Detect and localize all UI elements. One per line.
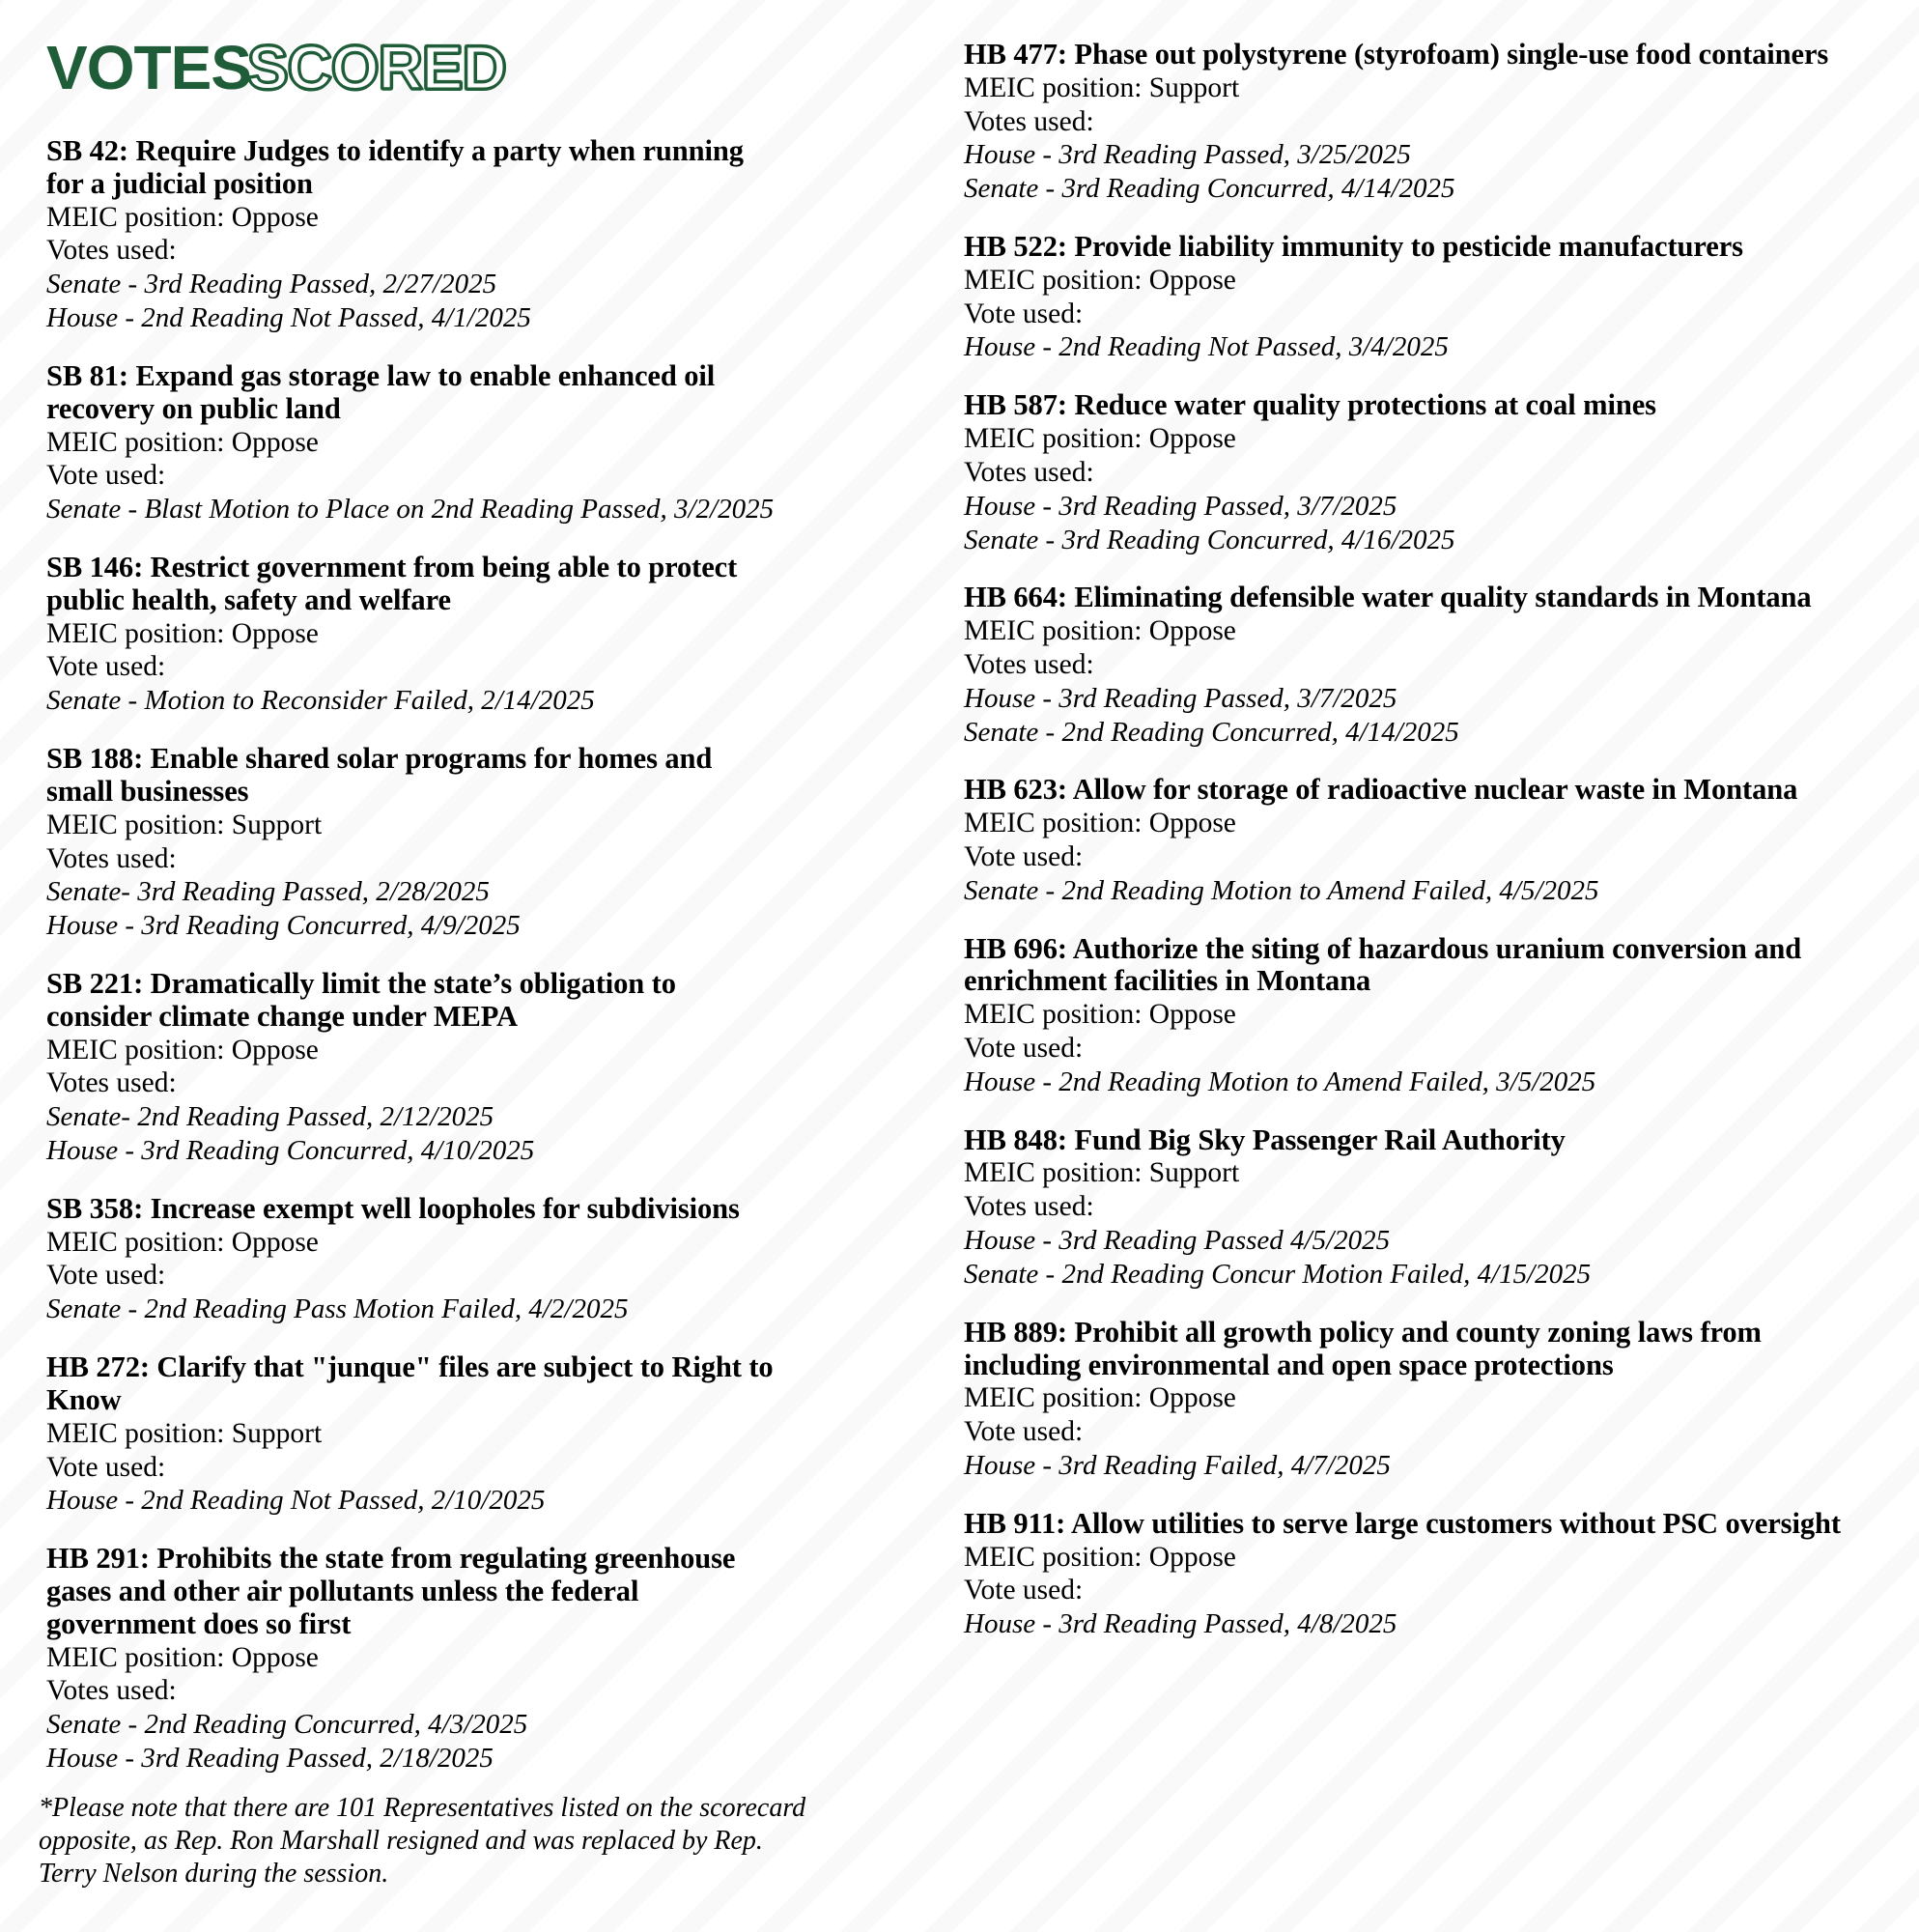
meic-position: MEIC position: Support bbox=[46, 1417, 323, 1449]
votes-used-label: Votes used: bbox=[46, 1675, 177, 1707]
bill-entry bbox=[46, 360, 780, 526]
vote-record-line: House - 3rd Reading Concurred, 4/10/2025 bbox=[46, 1134, 535, 1166]
meic-position: MEIC position: Oppose bbox=[46, 1226, 319, 1258]
bill-title: HB 623: Allow for storage of radioactive nuclear waste in Montana bbox=[964, 773, 1798, 807]
votes-used-label: Vote used: bbox=[46, 651, 166, 683]
votes-used-label: Votes used: bbox=[964, 1191, 1094, 1223]
bill-entry bbox=[964, 774, 1881, 907]
bill-entry bbox=[46, 968, 780, 1168]
bill-entry bbox=[46, 1543, 780, 1776]
page-title bbox=[46, 33, 506, 104]
vote-record-line: Senate- 3rd Reading Passed, 2/28/2025 bbox=[46, 876, 490, 908]
meic-position: MEIC position: Oppose bbox=[964, 1382, 1236, 1414]
meic-position: MEIC position: Oppose bbox=[46, 617, 319, 649]
meic-position: MEIC position: Oppose bbox=[964, 264, 1236, 296]
votes-used-label: Votes used: bbox=[964, 105, 1094, 137]
bill-entry bbox=[964, 582, 1881, 749]
vote-record-line: House - 2nd Reading Not Passed, 3/4/2025 bbox=[964, 331, 1449, 363]
bill-entry bbox=[964, 933, 1881, 1099]
bill-entry bbox=[964, 39, 1881, 206]
votes-used-label: Votes used: bbox=[964, 456, 1094, 488]
bill-entry bbox=[46, 552, 780, 718]
vote-record-line: House - 3rd Reading Failed, 4/7/2025 bbox=[964, 1449, 1391, 1481]
vote-record-line: House - 3rd Reading Concurred, 4/9/2025 bbox=[46, 910, 521, 942]
vote-record-line: House - 2nd Reading Motion to Amend Failed, 3/5/2025 bbox=[964, 1065, 1596, 1097]
logo-votes-text: VOTES bbox=[46, 33, 251, 102]
bill-title: SB 221: Dramatically limit the state’s obligation to consider climate change under MEPA bbox=[46, 966, 676, 1033]
votes-used-label: Vote used: bbox=[46, 1260, 166, 1292]
bill-title: SB 42: Require Judges to identify a party when running for a judicial position bbox=[46, 134, 744, 200]
meic-position: MEIC position: Oppose bbox=[964, 615, 1236, 647]
bill-entry bbox=[964, 231, 1881, 364]
meic-position: MEIC position: Oppose bbox=[964, 999, 1236, 1031]
bill-title: HB 291: Prohibits the state from regulating greenhouse gases and other air pollutants unless the federal government does so first bbox=[46, 1542, 736, 1640]
meic-position: MEIC position: Oppose bbox=[964, 1541, 1236, 1573]
votes-used-label: Vote used: bbox=[46, 460, 166, 492]
vote-record-line: Senate - 2nd Reading Concurred, 4/3/2025 bbox=[46, 1709, 528, 1741]
meic-position: MEIC position: Oppose bbox=[964, 808, 1236, 839]
bill-title: SB 146: Restrict government from being able to protect public health, safety and welfare bbox=[46, 550, 738, 616]
meic-position: MEIC position: Oppose bbox=[46, 201, 319, 233]
votes-used-label: Votes used: bbox=[46, 842, 177, 874]
vote-record-line: Senate - 3rd Reading Concurred, 4/16/2025 bbox=[964, 524, 1455, 555]
bill-entry bbox=[964, 1124, 1881, 1292]
vote-record-line: House - 3rd Reading Passed, 3/7/2025 bbox=[964, 682, 1397, 714]
meic-position: MEIC position: Oppose bbox=[46, 1034, 319, 1065]
meic-position: MEIC position: Oppose bbox=[964, 423, 1236, 455]
vote-record-line: House - 3rd Reading Passed, 2/18/2025 bbox=[46, 1743, 494, 1775]
meic-position: MEIC position: Support bbox=[964, 1157, 1240, 1189]
vote-record-line: Senate - 2nd Reading Pass Motion Failed, 4/2/2025 bbox=[46, 1293, 629, 1325]
bill-title: HB 522: Provide liability immunity to pesticide manufacturers bbox=[964, 230, 1743, 264]
bill-title: SB 81: Expand gas storage law to enable enhanced oil recovery on public land bbox=[46, 358, 716, 425]
vote-record-line: Senate - 2nd Reading Concurred, 4/14/2025 bbox=[964, 716, 1459, 748]
footnote-text: *Please note that there are 101 Representatives listed on the scorecard opposite, as Rep. Ron Marshall resigned and was replaced by Rep. Terry Nelson during the session. bbox=[39, 1793, 806, 1889]
votes-used-label: Vote used: bbox=[964, 840, 1084, 872]
vote-record-line: Senate - Blast Motion to Place on 2nd Reading Passed, 3/2/2025 bbox=[46, 494, 775, 526]
votes-used-label: Vote used: bbox=[964, 1575, 1084, 1606]
vote-record-line: Senate- 2nd Reading Passed, 2/12/2025 bbox=[46, 1101, 494, 1133]
votes-used-label: Vote used: bbox=[964, 298, 1084, 329]
bill-title: HB 272: Clarify that "junque" files are subject to Right to Know bbox=[46, 1350, 774, 1416]
vote-record-line: Senate - 3rd Reading Passed, 2/27/2025 bbox=[46, 269, 497, 300]
vote-record-line: House - 3rd Reading Passed, 3/7/2025 bbox=[964, 490, 1397, 522]
bill-entry bbox=[964, 1508, 1881, 1641]
votes-used-label: Votes used: bbox=[46, 235, 177, 267]
bill-title: HB 848: Fund Big Sky Passenger Rail Authority bbox=[964, 1122, 1566, 1156]
bill-title: HB 889: Prohibit all growth policy and county zoning laws from including environmental and open space protections bbox=[964, 1315, 1762, 1381]
bill-entry bbox=[46, 743, 780, 943]
vote-record-line: Senate - 2nd Reading Motion to Amend Failed, 4/5/2025 bbox=[964, 874, 1599, 906]
logo-scored-text: SCORED bbox=[246, 33, 506, 102]
meic-position: MEIC position: Support bbox=[46, 809, 323, 840]
vote-record-line: House - 2nd Reading Not Passed, 4/1/2025 bbox=[46, 302, 531, 334]
right-bill-column bbox=[964, 39, 1881, 1641]
vote-record-line: House - 3rd Reading Passed 4/5/2025 bbox=[964, 1225, 1391, 1257]
votes-used-label: Votes used: bbox=[46, 1067, 177, 1099]
bill-entry bbox=[46, 1351, 780, 1518]
bill-entry bbox=[964, 389, 1881, 556]
votes-used-label: Vote used: bbox=[964, 1416, 1084, 1448]
bill-title: SB 358: Increase exempt well loopholes for subdivisions bbox=[46, 1191, 740, 1225]
vote-record-line: House - 2nd Reading Not Passed, 2/10/2025 bbox=[46, 1485, 546, 1517]
bill-title: HB 477: Phase out polystyrene (styrofoam) single-use food containers bbox=[964, 38, 1829, 71]
left-bill-column bbox=[46, 135, 780, 1776]
meic-position: MEIC position: Oppose bbox=[46, 1641, 319, 1673]
footnote bbox=[39, 1792, 811, 1890]
bill-title: HB 664: Eliminating defensible water quality standards in Montana bbox=[964, 581, 1812, 614]
bill-title: HB 696: Authorize the siting of hazardous uranium conversion and enrichment facilities in Montana bbox=[964, 931, 1802, 998]
bill-title: HB 587: Reduce water quality protections at coal mines bbox=[964, 388, 1656, 422]
bill-title: HB 911: Allow utilities to serve large customers without PSC oversight bbox=[964, 1506, 1841, 1540]
bill-entry bbox=[46, 135, 780, 335]
vote-record-line: Senate - 2nd Reading Concur Motion Failed, 4/15/2025 bbox=[964, 1258, 1592, 1290]
meic-position: MEIC position: Oppose bbox=[46, 426, 319, 458]
votes-used-label: Vote used: bbox=[46, 1451, 166, 1483]
votes-used-label: Vote used: bbox=[964, 1033, 1084, 1065]
vote-record-line: House - 3rd Reading Passed, 4/8/2025 bbox=[964, 1608, 1397, 1640]
vote-record-line: Senate - Motion to Reconsider Failed, 2/14/2025 bbox=[46, 685, 595, 717]
bill-entry bbox=[964, 1317, 1881, 1483]
vote-record-line: Senate - 3rd Reading Concurred, 4/14/2025 bbox=[964, 173, 1455, 205]
bill-entry bbox=[46, 1193, 780, 1326]
votes-used-label: Votes used: bbox=[964, 648, 1094, 680]
meic-position: MEIC position: Support bbox=[964, 71, 1240, 103]
bill-title: SB 188: Enable shared solar programs for homes and small businesses bbox=[46, 742, 713, 808]
vote-record-line: House - 3rd Reading Passed, 3/25/2025 bbox=[964, 139, 1411, 171]
